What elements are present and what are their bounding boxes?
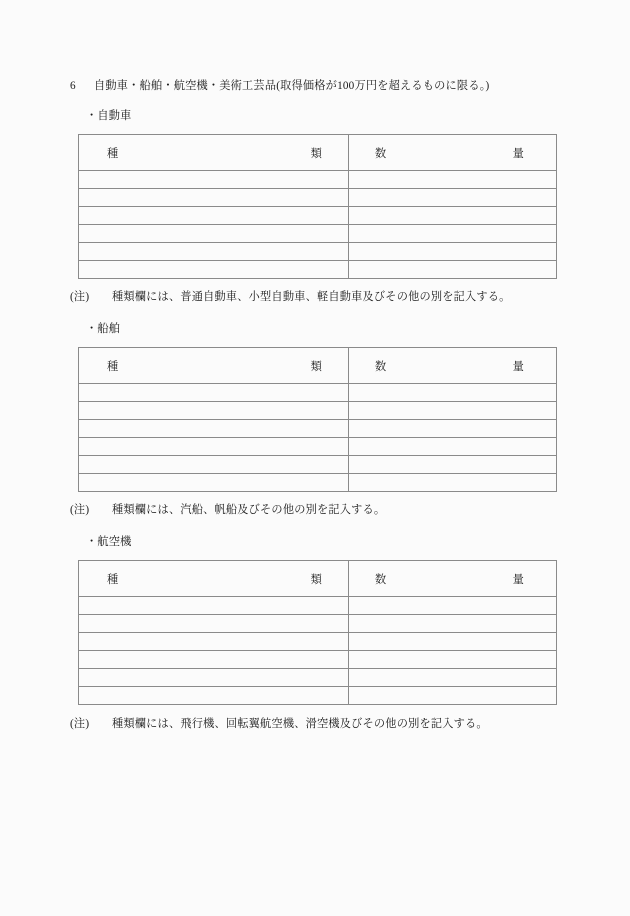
cell-quantity[interactable] xyxy=(349,384,557,402)
cell-type[interactable] xyxy=(79,261,349,279)
column-header-type-left: 種 xyxy=(107,360,119,373)
note-tag: (注) xyxy=(70,291,90,303)
table-row xyxy=(79,189,557,207)
column-header-type-right: 類 xyxy=(310,573,322,586)
note-tag: (注) xyxy=(70,718,90,730)
cell-quantity[interactable] xyxy=(349,597,557,615)
cell-quantity[interactable] xyxy=(349,633,557,651)
cell-quantity[interactable] xyxy=(349,207,557,225)
cell-type[interactable] xyxy=(79,243,349,261)
cell-quantity[interactable] xyxy=(349,225,557,243)
cell-type[interactable] xyxy=(79,438,349,456)
table-header-row xyxy=(79,561,557,597)
cell-quantity[interactable] xyxy=(349,261,557,279)
table-row xyxy=(79,402,557,420)
subsection-label-ship: ・船舶 xyxy=(86,323,121,335)
column-header-type xyxy=(79,135,349,171)
cell-quantity[interactable] xyxy=(349,687,557,705)
note-text: 種類欄には、汽船、帆船及びその他の別を記入する。 xyxy=(112,504,386,516)
cell-type[interactable] xyxy=(79,384,349,402)
table-body-automobile xyxy=(79,171,557,279)
table-row xyxy=(79,633,557,651)
table-row xyxy=(79,420,557,438)
table-row xyxy=(79,651,557,669)
column-header-quantity-right: 量 xyxy=(512,360,524,373)
cell-quantity[interactable] xyxy=(349,402,557,420)
cell-type[interactable] xyxy=(79,171,349,189)
table-row xyxy=(79,225,557,243)
cell-quantity[interactable] xyxy=(349,243,557,261)
cell-type[interactable] xyxy=(79,207,349,225)
table-row xyxy=(79,669,557,687)
table-row xyxy=(79,456,557,474)
cell-type[interactable] xyxy=(79,456,349,474)
column-header-quantity-right: 量 xyxy=(512,573,524,586)
column-header-quantity-left: 数 xyxy=(375,573,387,586)
cell-type[interactable] xyxy=(79,420,349,438)
table-row xyxy=(79,207,557,225)
cell-type[interactable] xyxy=(79,189,349,207)
table-ship xyxy=(78,347,557,492)
cell-quantity[interactable] xyxy=(349,651,557,669)
cell-quantity[interactable] xyxy=(349,420,557,438)
cell-quantity[interactable] xyxy=(349,615,557,633)
cell-type[interactable] xyxy=(79,225,349,243)
table-row xyxy=(79,261,557,279)
column-header-type-left: 種 xyxy=(107,573,119,586)
column-header-type-right: 類 xyxy=(310,147,322,160)
table-row xyxy=(79,243,557,261)
table-header-row xyxy=(79,348,557,384)
column-header-type xyxy=(79,348,349,384)
section-title: 自動車・船舶・航空機・美術工芸品(取得価格が100万円を超えるものに限る。) xyxy=(94,80,490,92)
cell-type[interactable] xyxy=(79,615,349,633)
note-text: 種類欄には、飛行機、回転翼航空機、滑空機及びその他の別を記入する。 xyxy=(112,718,488,730)
note-text: 種類欄には、普通自動車、小型自動車、軽自動車及びその他の別を記入する。 xyxy=(112,291,511,303)
column-header-quantity-left: 数 xyxy=(375,360,387,373)
note-tag: (注) xyxy=(70,504,90,516)
table-row xyxy=(79,597,557,615)
table-row xyxy=(79,474,557,492)
table-row xyxy=(79,687,557,705)
cell-quantity[interactable] xyxy=(349,669,557,687)
cell-type[interactable] xyxy=(79,687,349,705)
table-row xyxy=(79,171,557,189)
column-header-quantity xyxy=(349,561,557,597)
cell-quantity[interactable] xyxy=(349,456,557,474)
section-number: 6 xyxy=(70,80,76,92)
column-header-quantity-left: 数 xyxy=(375,147,387,160)
column-header-type xyxy=(79,561,349,597)
table-header-row xyxy=(79,135,557,171)
note-automobile xyxy=(70,291,511,304)
cell-type[interactable] xyxy=(79,633,349,651)
cell-type[interactable] xyxy=(79,669,349,687)
column-header-quantity-right: 量 xyxy=(512,147,524,160)
cell-type[interactable] xyxy=(79,651,349,669)
cell-quantity[interactable] xyxy=(349,189,557,207)
table-aircraft xyxy=(78,560,557,705)
subsection-label-automobile: ・自動車 xyxy=(86,110,132,122)
column-header-type-left: 種 xyxy=(107,147,119,160)
table-row xyxy=(79,615,557,633)
column-header-quantity xyxy=(349,135,557,171)
cell-quantity[interactable] xyxy=(349,438,557,456)
table-automobile xyxy=(78,134,557,279)
table-row xyxy=(79,438,557,456)
column-header-quantity xyxy=(349,348,557,384)
cell-quantity[interactable] xyxy=(349,171,557,189)
cell-quantity[interactable] xyxy=(349,474,557,492)
note-aircraft xyxy=(70,718,488,731)
subsection-label-aircraft: ・航空機 xyxy=(86,536,132,548)
column-header-type-right: 類 xyxy=(310,360,322,373)
cell-type[interactable] xyxy=(79,474,349,492)
note-ship xyxy=(70,504,385,517)
section-heading xyxy=(70,80,489,93)
table-body-aircraft xyxy=(79,597,557,705)
cell-type[interactable] xyxy=(79,402,349,420)
table-body-ship xyxy=(79,384,557,492)
table-row xyxy=(79,384,557,402)
cell-type[interactable] xyxy=(79,597,349,615)
